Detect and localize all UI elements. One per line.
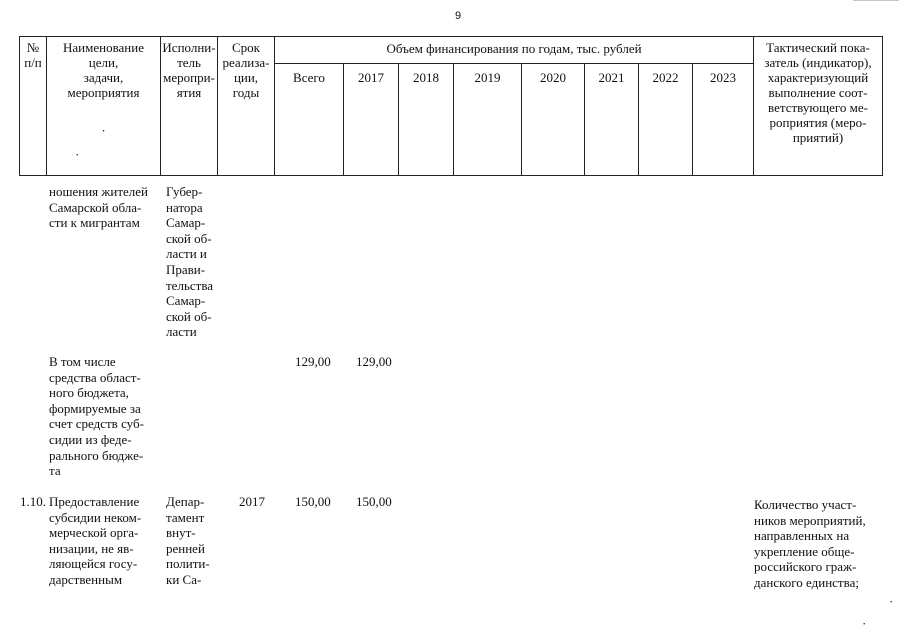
header-indicator-line: характеризующий xyxy=(767,70,869,85)
header-executor-line: тель xyxy=(177,55,201,70)
header-indicator-line: выполнение соот- xyxy=(768,85,868,100)
row-1-name-line: та xyxy=(49,463,61,479)
row-2-indicator-line: направленных на xyxy=(754,528,850,544)
table-header xyxy=(19,36,883,176)
row-2-name-line: мерческой орга- xyxy=(49,525,139,541)
header-financing-title: Объем финансирования по годам, тыс. рублей xyxy=(275,37,754,64)
row-0-executor-line: ласти и xyxy=(166,246,207,262)
row-1-2017: 129,00 xyxy=(356,354,392,369)
row-0-executor-line: Прави- xyxy=(166,261,206,277)
row-2-name-line: ляющейся госу- xyxy=(49,556,138,572)
header-term xyxy=(218,37,275,176)
row-0-executor-line: ской об- xyxy=(166,230,212,246)
header-indicator xyxy=(754,37,883,176)
header-indicator-line: Тактический пока- xyxy=(766,40,870,55)
row-2-executor xyxy=(166,494,210,588)
row-2-name xyxy=(49,494,141,588)
row-1-total: 129,00 xyxy=(295,354,331,369)
row-2-id: 1.10. xyxy=(20,494,46,509)
row-0-executor-line: Самар- xyxy=(166,215,206,231)
header-name xyxy=(47,37,161,176)
header-term-line: Срок xyxy=(232,40,260,55)
row-1-name-line: рального бюдже- xyxy=(49,447,144,463)
row-2-executor-line: внут- xyxy=(166,525,196,541)
row-1-name-line: формируемые за xyxy=(49,400,141,416)
stray-mark: · xyxy=(889,594,894,609)
row-0-executor xyxy=(166,184,213,340)
row-0-executor-line: ской об- xyxy=(166,308,212,324)
row-2-indicator-line: Количество участ- xyxy=(754,497,857,512)
header-name-mark: · xyxy=(101,123,106,138)
row-2-term: 2017 xyxy=(239,494,265,509)
header-num-line: п/п xyxy=(24,55,42,70)
row-0-executor-line: ласти xyxy=(166,324,197,340)
stray-mark: · xyxy=(862,616,867,631)
row-2-executor-line: ки Са- xyxy=(166,571,202,587)
header-name-line: мероприятия xyxy=(67,85,140,100)
row-2-executor-line: ренней xyxy=(166,540,205,556)
header-indicator-line: ветствующего ме- xyxy=(768,100,868,115)
row-0-executor-line: Губер- xyxy=(166,184,203,199)
row-0-name-line: ношения жителей xyxy=(49,184,148,199)
row-2-executor-line: полити- xyxy=(166,556,210,572)
header-indicator-line: затель (индикатор), xyxy=(764,55,872,70)
row-1-name-line: В том числе xyxy=(49,354,116,369)
header-col-2018: 2018 xyxy=(399,64,454,176)
header-col-2020: 2020 xyxy=(522,64,585,176)
row-2-name-line: дарственным xyxy=(49,571,123,587)
row-1-name-line: ного бюджета, xyxy=(49,385,129,401)
corner-mark xyxy=(853,0,899,3)
row-2-name-line: субсидии неком- xyxy=(49,509,142,525)
row-0-name xyxy=(49,184,148,231)
header-col-2022: 2022 xyxy=(639,64,693,176)
header-num-line: № xyxy=(26,40,40,55)
row-2-indicator-line: ников мероприятий, xyxy=(754,512,866,528)
row-1-name xyxy=(49,354,144,479)
header-col-total: Всего xyxy=(275,64,344,176)
header-executor-line: меропри- xyxy=(163,70,215,85)
header-col-2023: 2023 xyxy=(693,64,754,176)
row-2-indicator-line: укрепление обще- xyxy=(754,543,855,559)
header-term-line: ции, xyxy=(233,70,259,85)
header-name-line: цели, xyxy=(88,55,119,70)
header-col-2021: 2021 xyxy=(585,64,639,176)
row-0-executor-line: натора xyxy=(166,199,203,215)
row-2-total: 150,00 xyxy=(295,494,331,509)
header-col-2019: 2019 xyxy=(454,64,522,176)
row-0-name-line: сти к мигрантам xyxy=(49,215,140,231)
row-2-name-line: низации, не яв- xyxy=(49,540,134,556)
row-0-executor-line: Самар- xyxy=(166,293,206,309)
row-0-executor-line: тельства xyxy=(166,277,214,293)
row-2-name-line: Предоставление xyxy=(49,494,140,509)
stray-mark: · xyxy=(75,147,80,162)
row-1-name-line: сидии из феде- xyxy=(49,431,132,447)
header-name-line: Наименование xyxy=(63,40,144,55)
header-executor-line: ятия xyxy=(176,85,202,100)
row-2-indicator xyxy=(754,497,866,591)
page-number: 9 xyxy=(454,10,462,22)
row-2-executor-line: Депар- xyxy=(166,494,205,509)
row-2-executor-line: тамент xyxy=(166,509,205,525)
row-0-name-line: Самарской обла- xyxy=(49,199,142,215)
header-col-2017: 2017 xyxy=(344,64,399,176)
header-name-line: задачи, xyxy=(83,70,124,85)
row-1-name-line: счет средств суб- xyxy=(49,416,144,432)
row-2-indicator-line: данского единства; xyxy=(754,574,859,590)
header-indicator-line: приятий) xyxy=(792,130,844,145)
row-2-indicator-line: российского граж- xyxy=(754,559,857,575)
header-num xyxy=(20,37,47,176)
header-term-line: годы xyxy=(232,85,260,100)
row-1-name-line: средства област- xyxy=(49,369,141,385)
header-term-line: реализа- xyxy=(222,55,270,70)
row-2-2017: 150,00 xyxy=(356,494,392,509)
header-executor-line: Исполни- xyxy=(162,40,216,55)
header-executor xyxy=(161,37,218,176)
header-indicator-line: роприятия (меро- xyxy=(769,115,867,130)
